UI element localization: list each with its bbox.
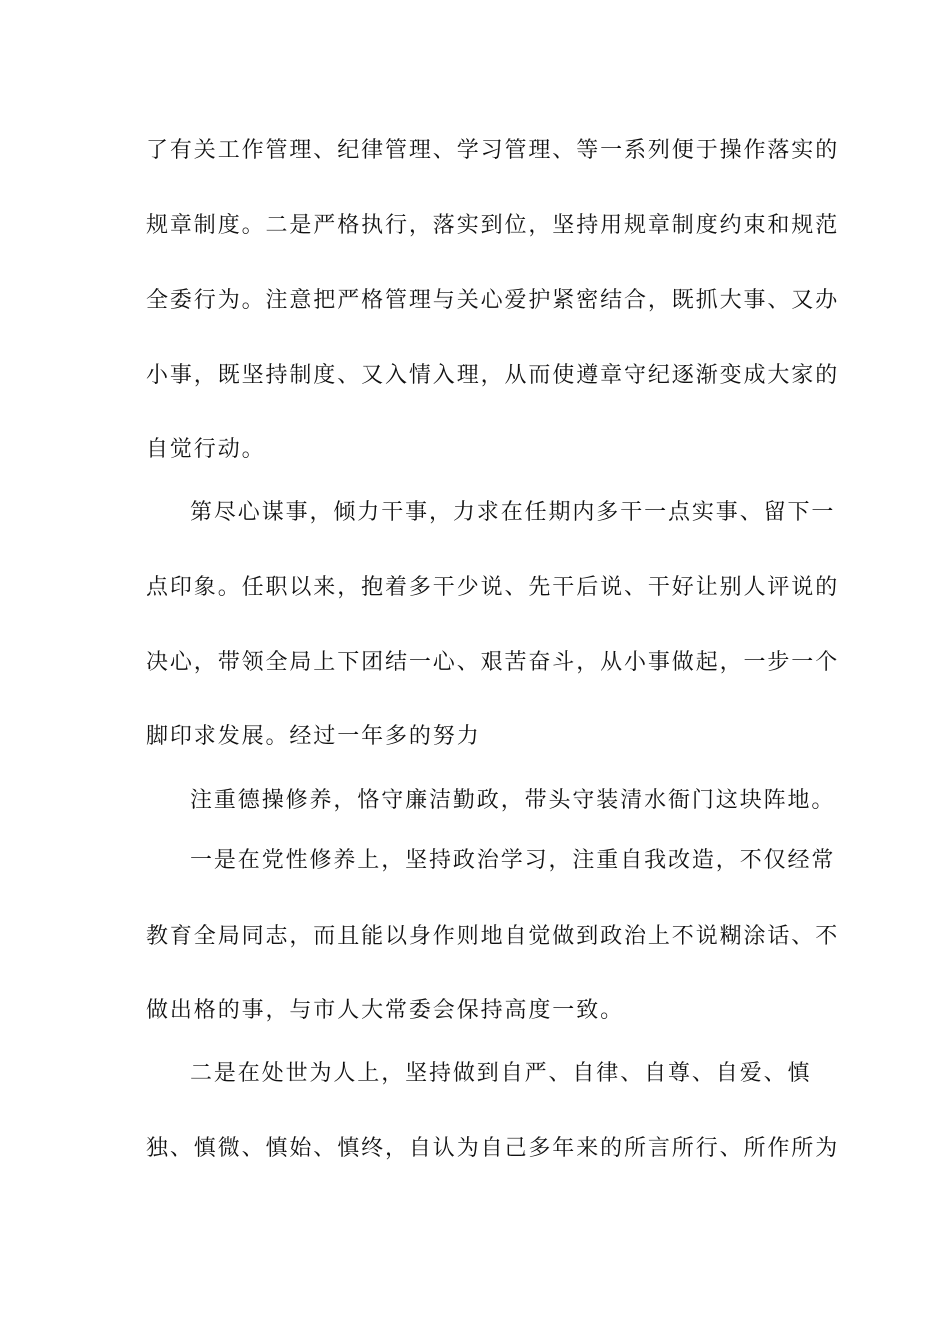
text-line-9: 脚印求发展。经过一年多的努力	[146, 724, 481, 749]
text-line-4: 小事，既坚持制度、又入情入理，从而使遵章守纪逐渐变成大家的	[146, 363, 840, 388]
text-line-11: 一是在党性修养上，坚持政治学习，注重自我改造，不仅经常	[190, 848, 836, 873]
text-line-10: 注重德操修养，恪守廉洁勤政，带头守装清水衙门这块阵地。	[190, 788, 836, 813]
text-line-6: 第尽心谋事，倾力干事，力求在任期内多干一点实事、留下一	[190, 500, 836, 525]
text-line-2: 规章制度。二是严格执行，落实到位，坚持用规章制度约束和规范	[146, 213, 840, 238]
text-line-7: 点印象。任职以来，抱着多干少说、先干后说、干好让别人评说的	[146, 575, 840, 600]
text-line-15: 独、慎微、慎始、慎终，自认为自己多年来的所言所行、所作所为	[146, 1136, 840, 1161]
text-line-5: 自觉行动。	[146, 437, 266, 462]
text-line-8: 决心，带领全局上下团结一心、艰苦奋斗，从小事做起，一步一个	[146, 650, 840, 675]
text-line-13: 做出格的事，与市人大常委会保持高度一致。	[146, 998, 625, 1023]
text-line-1: 了有关工作管理、纪律管理、学习管理、等一系列便于操作落实的	[146, 138, 840, 163]
text-line-12: 教育全局同志，而且能以身作则地自觉做到政治上不说糊涂话、不	[146, 924, 840, 949]
text-line-14: 二是在处世为人上，坚持做到自严、自律、自尊、自爱、慎	[190, 1061, 812, 1086]
text-line-3: 全委行为。注意把严格管理与关心爱护紧密结合，既抓大事、又办	[146, 288, 840, 313]
